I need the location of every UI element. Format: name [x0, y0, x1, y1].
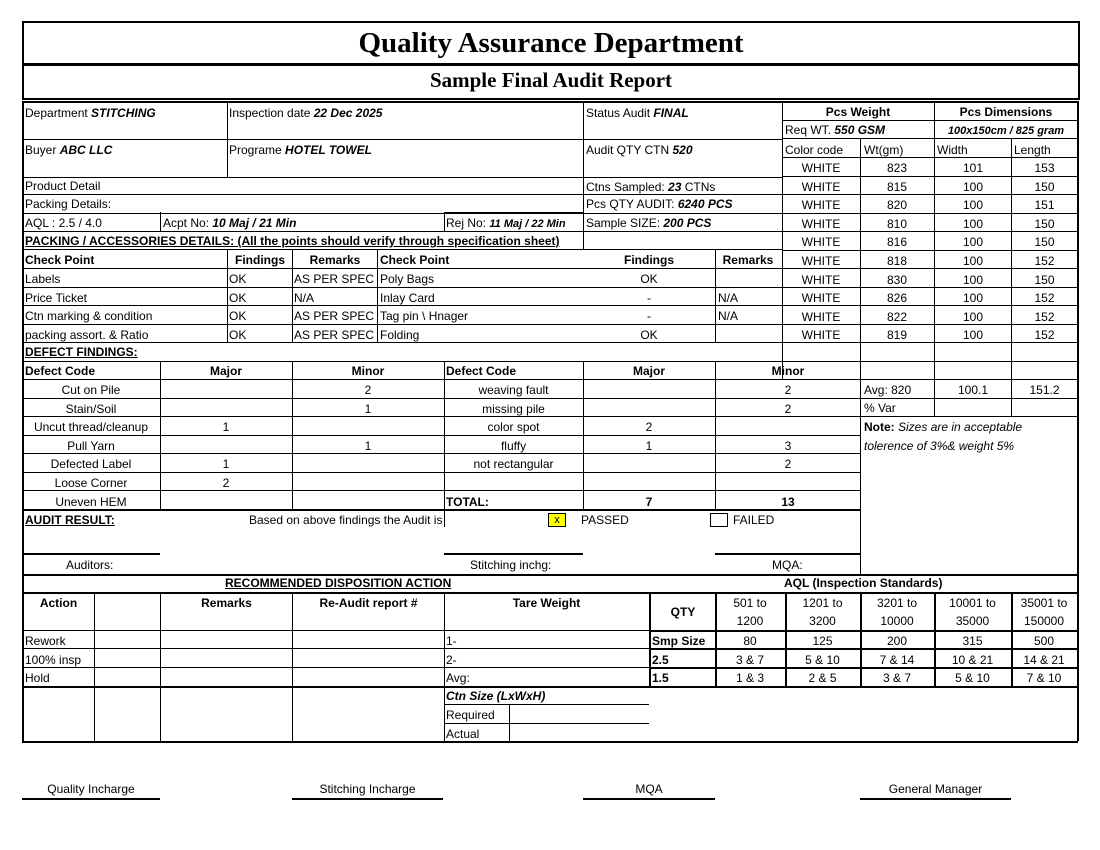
auditors-label: Auditors: [66, 558, 114, 572]
weight-color-cell: WHITE [801, 328, 841, 343]
defect-code: not rectangular [473, 457, 554, 472]
length-value-cell: 152 [1034, 254, 1055, 268]
note-line-2: tolerence of 3%& weight 5% [864, 439, 1015, 453]
failed-label: FAILED [733, 513, 775, 527]
audit-result-text: Based on above findings the Audit is [249, 513, 443, 527]
defects-col-major-left: Major [209, 364, 242, 378]
defects-col-minor-right: Minor [771, 364, 805, 378]
dimension-spec: 100x150cm / 825 gram [947, 125, 1065, 137]
grid-line [782, 268, 1078, 269]
aql-cell: 7 & 10 [1026, 671, 1062, 686]
defect-major: 1 [645, 438, 653, 453]
signature-label: General Manager [888, 782, 983, 796]
grid-line [22, 686, 1078, 688]
defect-major: 2 [645, 420, 653, 435]
grid-line [583, 101, 584, 249]
passed-label: PASSED [581, 513, 629, 527]
buyer-field: Buyer ABC LLC [25, 143, 113, 157]
action-label: 100% insp [25, 652, 82, 667]
grid-line [22, 490, 860, 491]
passed-check-mark: x [554, 514, 560, 526]
note-line-1: Note: Sizes are in acceptable [864, 420, 1023, 434]
grid-line [160, 212, 161, 231]
defect-code: Uncut thread/cleanup [33, 420, 149, 435]
grid-line [22, 453, 860, 454]
aql-range-to: 3200 [809, 614, 836, 628]
weight-value-cell: 810 [886, 216, 908, 231]
aql-cell: 5 & 10 [805, 652, 840, 667]
aql-text: AQL : 2.5 / 4.0 [25, 216, 102, 230]
grid-line [22, 435, 860, 436]
grid-line [782, 231, 1078, 232]
defect-code: Cut on Pile [61, 383, 121, 397]
defects-col-minor-left: Minor [351, 364, 385, 378]
length-value-cell: 152 [1034, 328, 1055, 343]
length-value-cell: 152 [1034, 309, 1055, 324]
grid-line [782, 250, 1078, 251]
grid-line [782, 324, 1078, 325]
aql-cell: 1 & 3 [735, 671, 765, 686]
length-value-cell: 150 [1034, 235, 1055, 250]
grid-line [782, 287, 1078, 288]
packing-col-findings-left: Findings [235, 253, 285, 267]
aql-range-from: 1201 to [802, 596, 843, 610]
signature-label: MQA [635, 782, 663, 796]
grid-line [444, 704, 649, 705]
defect-code: color spot [487, 420, 540, 435]
packing-check-point: Price Ticket [25, 290, 88, 305]
grid-line [444, 592, 445, 741]
avg-length: 151.2 [1029, 383, 1060, 397]
grid-line [94, 592, 95, 741]
required-label: Required [446, 708, 495, 722]
defect-minor: 1 [364, 401, 372, 416]
defect-major: 1 [222, 420, 230, 435]
grid-line [782, 120, 1078, 121]
avg-width: 100.1 [957, 383, 989, 397]
programe-field: Programe HOTEL TOWEL [229, 143, 372, 157]
req-wt-field: Req WT. 550 GSM [785, 123, 886, 137]
aql-range-to: 1200 [736, 614, 764, 628]
col-weight: Wt(gm) [864, 143, 904, 157]
col-action: Action [39, 596, 78, 610]
grid-line [22, 553, 160, 555]
grid-line [715, 553, 860, 555]
col-remarks: Remarks [201, 596, 252, 610]
ctn-size-label: Ctn Size (LxWxH) [446, 689, 546, 703]
signature-line [22, 798, 160, 800]
weight-value-cell: 830 [886, 272, 908, 287]
aql-standards-heading: AQL (Inspection Standards) [784, 576, 943, 590]
grid-line [782, 157, 1078, 158]
width-value-cell: 100 [962, 198, 984, 213]
weight-color-cell: WHITE [801, 254, 841, 268]
var-label: % Var [864, 401, 896, 415]
grid-line [22, 630, 649, 631]
grid-line [22, 287, 782, 288]
grid-line [22, 667, 649, 668]
avg-weight: Avg: 820 [864, 383, 912, 397]
signature-label: Quality Incharge [47, 782, 135, 796]
aql-cell: 315 [962, 634, 983, 648]
width-value-cell: 100 [962, 328, 984, 343]
pcs-qty-audit-field: Pcs QTY AUDIT: 6240 PCS [586, 197, 733, 211]
packing-check-point: Poly Bags [380, 272, 435, 286]
width-value-cell: 100 [962, 291, 984, 306]
weight-value-cell: 826 [886, 291, 908, 306]
weight-value-cell: 822 [886, 309, 908, 324]
rej-no-field: Rej No: 11 Maj / 22 Min [446, 216, 566, 230]
col-reaudit: Re-Audit report # [319, 596, 418, 610]
grid-line [649, 667, 1078, 669]
grid-line [22, 305, 782, 306]
aql-cell: 2 & 5 [808, 671, 837, 686]
aql-cell: 14 & 21 [1023, 652, 1065, 667]
defect-code: weaving fault [478, 383, 549, 397]
defect-code: Defected Label [50, 457, 132, 472]
status-audit-field: Status Audit FINAL [586, 106, 689, 120]
actual-label: Actual [446, 727, 480, 741]
product-detail-label: Product Detail [25, 179, 101, 193]
width-value-cell: 100 [962, 235, 984, 250]
inspection-date-field: Inspection date 22 Dec 2025 [229, 106, 383, 120]
aql-cell: 10 & 21 [951, 652, 994, 667]
grid-line [22, 324, 782, 325]
weight-color-cell: WHITE [801, 291, 841, 306]
grid-line [22, 268, 782, 269]
packing-remark: N/A [294, 290, 315, 305]
grid-line [860, 416, 1078, 417]
signature-line [583, 798, 715, 800]
aql-cell: 500 [1033, 634, 1055, 648]
audit-result-label: AUDIT RESULT: [25, 513, 115, 527]
width-value-cell: 100 [962, 272, 984, 287]
page-title: Quality Assurance Department [358, 27, 744, 59]
aql-range-from: 10001 to [949, 596, 996, 610]
defect-code: Pull Yarn [67, 438, 115, 453]
grid-line [22, 177, 782, 178]
length-value-cell: 150 [1034, 179, 1055, 194]
grid-line [782, 176, 1078, 177]
weight-value-cell: 819 [886, 328, 908, 343]
width-value-cell: 100 [962, 309, 984, 324]
packing-col-remarks-right: Remarks [722, 253, 774, 267]
action-label: Rework [25, 634, 66, 648]
defect-minor: 1 [364, 438, 372, 453]
defect-major: 1 [222, 457, 230, 472]
aql-row-label: 1.5 [652, 671, 669, 686]
defect-minor: 3 [784, 438, 792, 453]
grid-line [22, 472, 860, 473]
action-label: Hold [25, 671, 50, 686]
grid-line [782, 379, 1078, 380]
packing-check-point: Folding [380, 327, 420, 342]
grid-line [22, 361, 860, 362]
packing-remark: N/A [718, 290, 739, 305]
total-major: 7 [645, 495, 653, 509]
aql-range-to: 35000 [955, 614, 990, 628]
grid-line [22, 231, 782, 232]
weight-color-cell: WHITE [801, 198, 841, 213]
packing-finding: OK [229, 309, 247, 324]
packing-details-label: Packing Details: [25, 197, 112, 211]
packing-finding: OK [640, 327, 658, 342]
weight-value-cell: 816 [886, 235, 908, 250]
weight-value-cell: 818 [886, 254, 908, 268]
packing-finding: OK [229, 327, 247, 342]
length-value-cell: 151 [1034, 198, 1055, 213]
packing-remark: AS PER SPEC [294, 309, 375, 324]
packing-col-remarks-left: Remarks [309, 253, 361, 267]
total-label: TOTAL: [446, 495, 489, 509]
mqa-label: MQA: [772, 558, 803, 572]
aql-cell: 5 & 10 [955, 671, 990, 686]
grid-line [583, 361, 584, 509]
aql-cell: 125 [812, 634, 833, 648]
length-value-cell: 152 [1034, 291, 1055, 306]
packing-col-findings-right: Findings [624, 253, 674, 267]
aql-range-from: 3201 to [876, 596, 918, 610]
aql-range-to: 10000 [880, 614, 914, 628]
weight-color-cell: WHITE [801, 309, 841, 324]
disposition-heading: RECOMMENDED DISPOSITION ACTION [225, 576, 452, 590]
grid-line [1077, 101, 1079, 741]
ctns-sampled-field: Ctns Sampled: 23 CTNs [586, 180, 716, 194]
signature-label: Stitching Incharge [319, 782, 416, 796]
defect-minor: 2 [784, 383, 792, 397]
stitching-inchg-label: Stitching inchg: [470, 558, 552, 572]
aql-range-from: 35001 to [1020, 596, 1068, 610]
packing-finding: OK [229, 290, 247, 305]
passed-checkbox[interactable] [548, 513, 566, 527]
aql-cell: 3 & 7 [735, 652, 765, 667]
aql-cell: 7 & 14 [879, 652, 915, 667]
packing-remark: AS PER SPEC [294, 327, 375, 342]
page-subtitle: Sample Final Audit Report [429, 68, 673, 92]
grid-line [782, 213, 1078, 214]
aql-range-from: 501 to [733, 596, 767, 610]
length-value-cell: 150 [1034, 216, 1055, 231]
grid-line [22, 249, 782, 250]
tare-weight-label: 1- [446, 634, 457, 648]
packing-col-check-right: Check Point [380, 253, 450, 267]
defects-col-code-right: Defect Code [446, 364, 517, 378]
signature-line [860, 798, 1011, 800]
defect-minor: 2 [784, 401, 792, 416]
packing-finding: - [647, 309, 651, 324]
packing-finding: OK [229, 272, 247, 286]
weight-color-cell: WHITE [801, 161, 841, 175]
packing-remark: N/A [718, 309, 739, 324]
grid-line [22, 213, 782, 214]
defect-code: Loose Corner [54, 476, 128, 490]
length-value-cell: 153 [1034, 161, 1055, 175]
defect-code: Stain/Soil [65, 401, 117, 416]
defect-code: Uneven HEM [55, 494, 127, 509]
weight-value-cell: 815 [886, 179, 908, 194]
grid-line [444, 212, 583, 213]
defect-minor: 2 [784, 457, 792, 472]
aql-cell: 80 [743, 634, 757, 648]
grid-line [22, 101, 1078, 103]
defect-minor: 2 [364, 383, 372, 397]
tare-weight-label: Avg: [446, 671, 470, 686]
department-field: Department STITCHING [25, 106, 156, 120]
aql-row-label: 2.5 [652, 652, 669, 667]
grid-line [22, 509, 860, 511]
defects-heading: DEFECT FINDINGS: [25, 345, 138, 359]
weight-value-cell: 820 [886, 198, 908, 213]
packing-check-point: packing assort. & Ratio [25, 327, 149, 342]
weight-color-cell: WHITE [801, 272, 841, 287]
aql-cell: 200 [886, 634, 908, 648]
aql-cell: 3 & 7 [882, 671, 912, 686]
packing-col-check-left: Check Point [25, 253, 95, 267]
width-value-cell: 100 [962, 216, 984, 231]
grid-line [782, 361, 1078, 362]
acpt-no-field: Acpt No: 10 Maj / 21 Min [163, 216, 297, 230]
aql-qty-label: QTY [670, 605, 696, 619]
grid-line [22, 139, 782, 140]
col-color-code: Color code [785, 143, 844, 157]
col-width: Width [937, 143, 968, 157]
grid-line [22, 342, 860, 343]
grid-line [444, 212, 445, 231]
defect-major: 2 [222, 476, 230, 490]
audit-qty-field: Audit QTY CTN 520 [586, 143, 693, 157]
signature-line [292, 798, 443, 800]
tare-weight-label: 2- [446, 652, 457, 667]
total-minor: 13 [781, 495, 795, 509]
grid-line [22, 398, 1078, 399]
grid-line [377, 249, 378, 342]
weight-color-cell: WHITE [801, 235, 841, 250]
pcs-dimensions-heading: Pcs Dimensions [959, 105, 1053, 119]
aql-range-to: 150000 [1023, 614, 1065, 628]
pcs-weight-heading: Pcs Weight [825, 105, 891, 119]
grid-line [444, 723, 649, 724]
grid-line [22, 194, 782, 195]
defects-col-code-left: Defect Code [25, 364, 96, 378]
weight-color-cell: WHITE [801, 179, 841, 194]
grid-line [160, 592, 161, 741]
packing-finding: - [647, 290, 651, 305]
grid-line [22, 379, 860, 380]
grid-line [22, 592, 1078, 594]
grid-line [782, 194, 1078, 195]
width-value-cell: 101 [962, 161, 984, 175]
sample-size-field: Sample SIZE: 200 PCS [586, 216, 712, 230]
grid-line [22, 741, 1078, 743]
grid-line [444, 553, 583, 555]
defect-code: fluffy [500, 438, 527, 453]
col-length: Length [1014, 143, 1051, 157]
length-value-cell: 150 [1034, 272, 1055, 287]
col-tare-weight: Tare Weight [512, 596, 581, 610]
width-value-cell: 100 [962, 179, 984, 194]
width-value-cell: 100 [962, 254, 984, 268]
failed-checkbox[interactable] [710, 513, 728, 527]
weight-value-cell: 823 [886, 161, 908, 175]
packing-check-point: Tag pin \ Hnager [380, 309, 469, 324]
packing-check-point: Inlay Card [380, 290, 435, 305]
defects-col-major-right: Major [632, 364, 665, 378]
grid-line [649, 630, 1078, 632]
defect-code: missing pile [482, 401, 545, 416]
packing-check-point: Ctn marking & condition [25, 309, 153, 324]
weight-color-cell: WHITE [801, 216, 841, 231]
packing-heading: PACKING / ACCESSORIES DETAILS: (All the points should verify through specification sheet) [25, 234, 560, 248]
packing-finding: OK [640, 272, 658, 286]
grid-line [782, 138, 1078, 139]
aql-row-label: Smp Size [652, 634, 706, 648]
grid-line [22, 648, 649, 649]
packing-check-point: Labels [25, 272, 61, 286]
grid-line [227, 101, 228, 177]
grid-line [509, 704, 510, 741]
packing-remark: AS PER SPEC [294, 272, 375, 286]
grid-line [649, 648, 1078, 650]
grid-line [292, 592, 293, 741]
